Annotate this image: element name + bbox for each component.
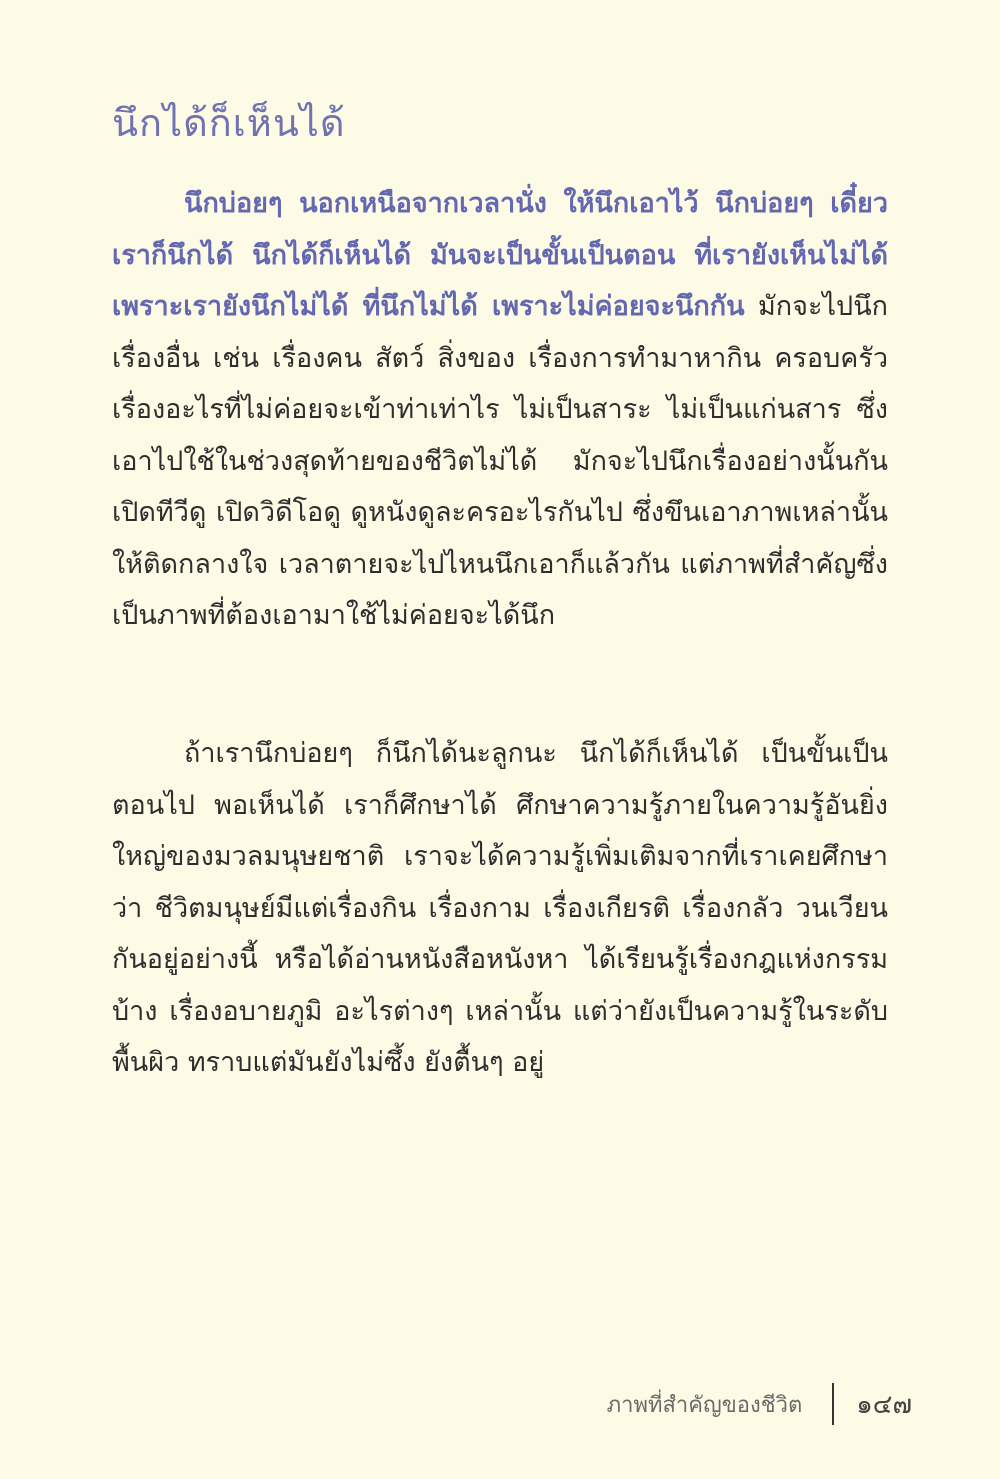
paragraph-text: ถ้าเรานึกบ่อยๆ ก็นึกได้นะลูกนะ นึกได้ก็เห็นได้ เป็นขั้นเป็นตอนไป พอเห็นได้ เราก็ศึกษาได้ ศึกษาความรู้ภายในความรู้อันยิ่งใหญ่ของมวลมนุษยชาติ เราจะได้ความรู้เพิ่มเติมจากที่เราเคยศึกษาว่า ชีวิตมนุษย์มีแต่เรื่องกิน เรื่องกาม เรื่องเกียรติ เรื่องกลัว วนเวียนกันอยู่อย่างนี้ หรือได้อ่านหนังสือหนังหา ได้เรียนรู้เรื่องกฎแห่งกรรมบ้าง เรื่องอบายภูมิ อะไรต่างๆ เหล่านั้น แต่ว่ายังเป็นความรู้ในระดับพื้นผิว ทราบแต่มันยังไม่ซึ้ง ยังตื้นๆ อยู่ (112, 738, 889, 1078)
paragraph-text: มักจะไปนึกเรื่องอื่น เช่น เรื่องคน สัตว์ สิ่งของ เรื่องการทำมาหากิน ครอบครัว เรื่องอะไรที่ไม่ค่อยจะเข้าท่าเท่าไร ไม่เป็นสาระ ไม่เป็นแก่นสาร ซึ่งเอาไปใช้ในช่วงสุดท้ายของชีวิตไม่ได้ มักจะไปนึกเรื่องอย่างนั้นกัน เปิดทีวีดู เปิดวิดีโอดู ดูหนังดูละครอะไรกันไป ซึ่งขึนเอาภาพเหล่านั้นให้ติดกลางใจ เวลาตายจะไปไหนนึกเอาก็แล้วกัน แต่ภาพที่สำคัญซึ่งเป็นภาพที่ต้องเอามาใช้ไม่ค่อยจะได้นึก (112, 291, 888, 631)
page-title: นึกได้ก็เห็นได้ (112, 101, 346, 145)
footer-divider (832, 1383, 834, 1425)
page-number: ๑๔๗ (856, 1389, 912, 1420)
page-footer (607, 1382, 912, 1426)
highlighted-text: นึกบ่อยๆ นอกเหนือจากเวลานั่ง ให้นึกเอาไว้ นึกบ่อยๆ เดี๋ยวเราก็นึกได้ นึกได้ก็เห็นได้ มันจะเป็นขั้นเป็นตอน ที่เรายังเห็นไม่ได้เพราะเรายังนึกไม่ได้ ที่นึกไม่ได้ เพราะไม่ค่อยจะนึกกัน (112, 188, 888, 322)
paragraph-2 (112, 728, 888, 1089)
footer-book-title: ภาพที่สำคัญของชีวิต (606, 1392, 803, 1418)
paragraph-1 (112, 178, 888, 642)
